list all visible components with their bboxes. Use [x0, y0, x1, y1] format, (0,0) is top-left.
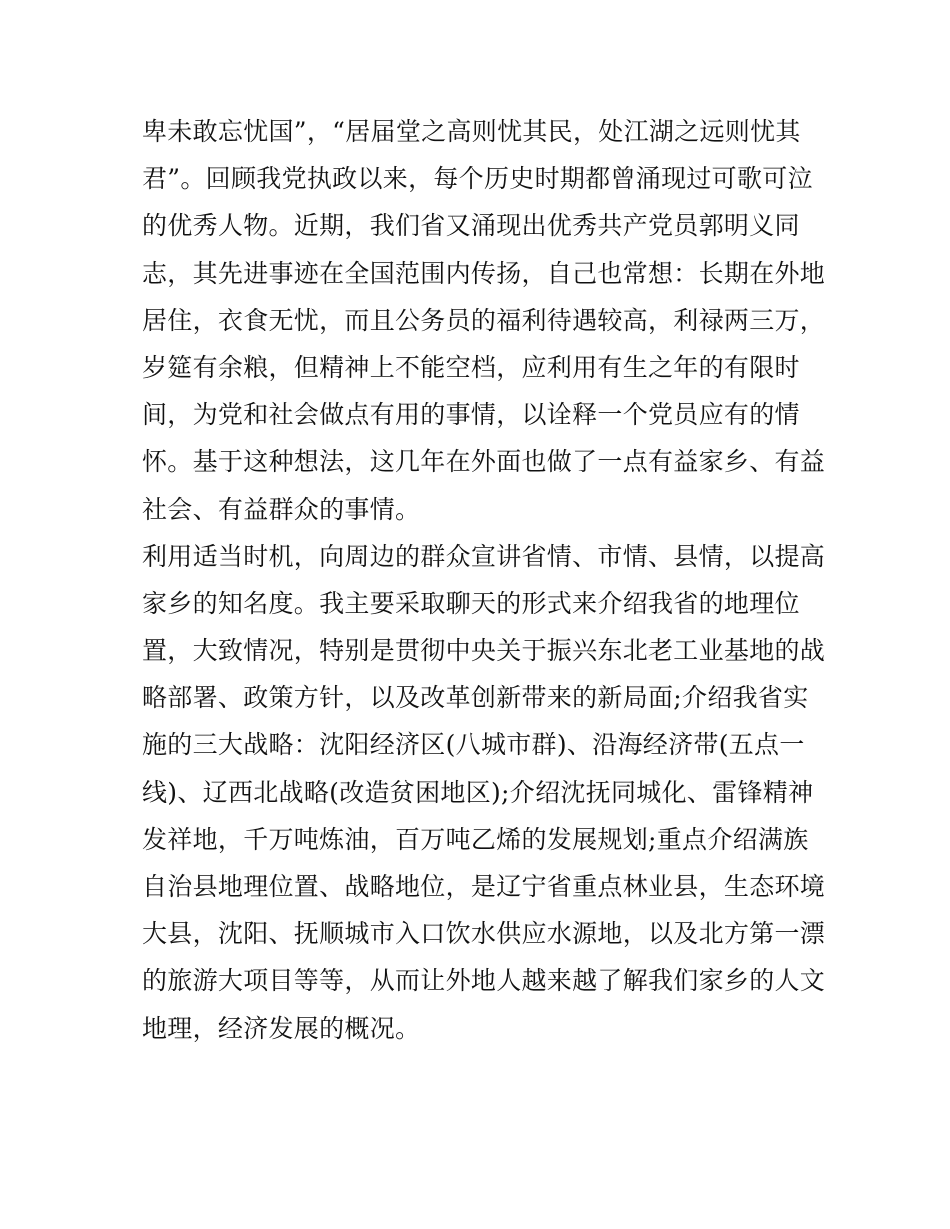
text-line: 略部署、政策方针，以及改革创新带来的新局面;介绍我省实: [142, 683, 809, 713]
text-line: 岁筵有余粮，但精神上不能空档，应利用有生之年的有限时: [142, 352, 800, 382]
text-line: 的优秀人物。近期，我们省又涌现出优秀共产党员郭明义同: [142, 211, 800, 241]
text-line: 发祥地，千万吨炼油，百万吨乙烯的发展规划;重点介绍满族: [142, 824, 809, 854]
text-line: 家乡的知名度。我主要采取聊天的形式来介绍我省的地理位: [142, 588, 800, 618]
document-body: [142, 108, 826, 1052]
text-line: 利用适当时机，向周边的群众宣讲省情、市情、县情，以提高: [142, 541, 826, 571]
text-line: 的旅游大项目等等，从而让外地人越来越了解我们家乡的人文: [142, 966, 826, 996]
text-line: 线)、辽西北战略(改造贫困地区);介绍沈抚同城化、雷锋精神: [142, 777, 814, 807]
text-line: 卑未敢忘忧国”，“居届堂之高则忧其民，处江湖之远则忧其: [142, 117, 801, 146]
text-line: 地理，经济发展的概况。: [142, 1013, 421, 1043]
text-line: 居住，衣食无忧，而且公务员的福利待遇较高，利禄两三万，: [142, 305, 826, 335]
text-line: 置，大致情况，特别是贯彻中央关于振兴东北老工业基地的战: [142, 636, 826, 666]
text-line: 社会、有益群众的事情。: [142, 494, 421, 524]
text-line: 志，其先进事迹在全国范围内传扬，自己也常想：长期在外地: [142, 258, 826, 288]
text-line: 间，为党和社会做点有用的事情，以诠释一个党员应有的情: [142, 400, 800, 430]
text-line: 大县，沈阳、抚顺城市入口饮水供应水源地，以及北方第一漂: [142, 919, 826, 949]
text-line: 君”。回顾我党执政以来，每个历史时期都曾涌现过可歌可泣: [142, 164, 813, 194]
text-line: 施的三大战略：沈阳经济区(八城市群)、沿海经济带(五点一: [142, 730, 805, 760]
text-line: 自治县地理位置、战略地位，是辽宁省重点林业县，生态环境: [142, 872, 826, 901]
text-line: 怀。基于这种想法，这几年在外面也做了一点有益家乡、有益: [142, 447, 826, 477]
